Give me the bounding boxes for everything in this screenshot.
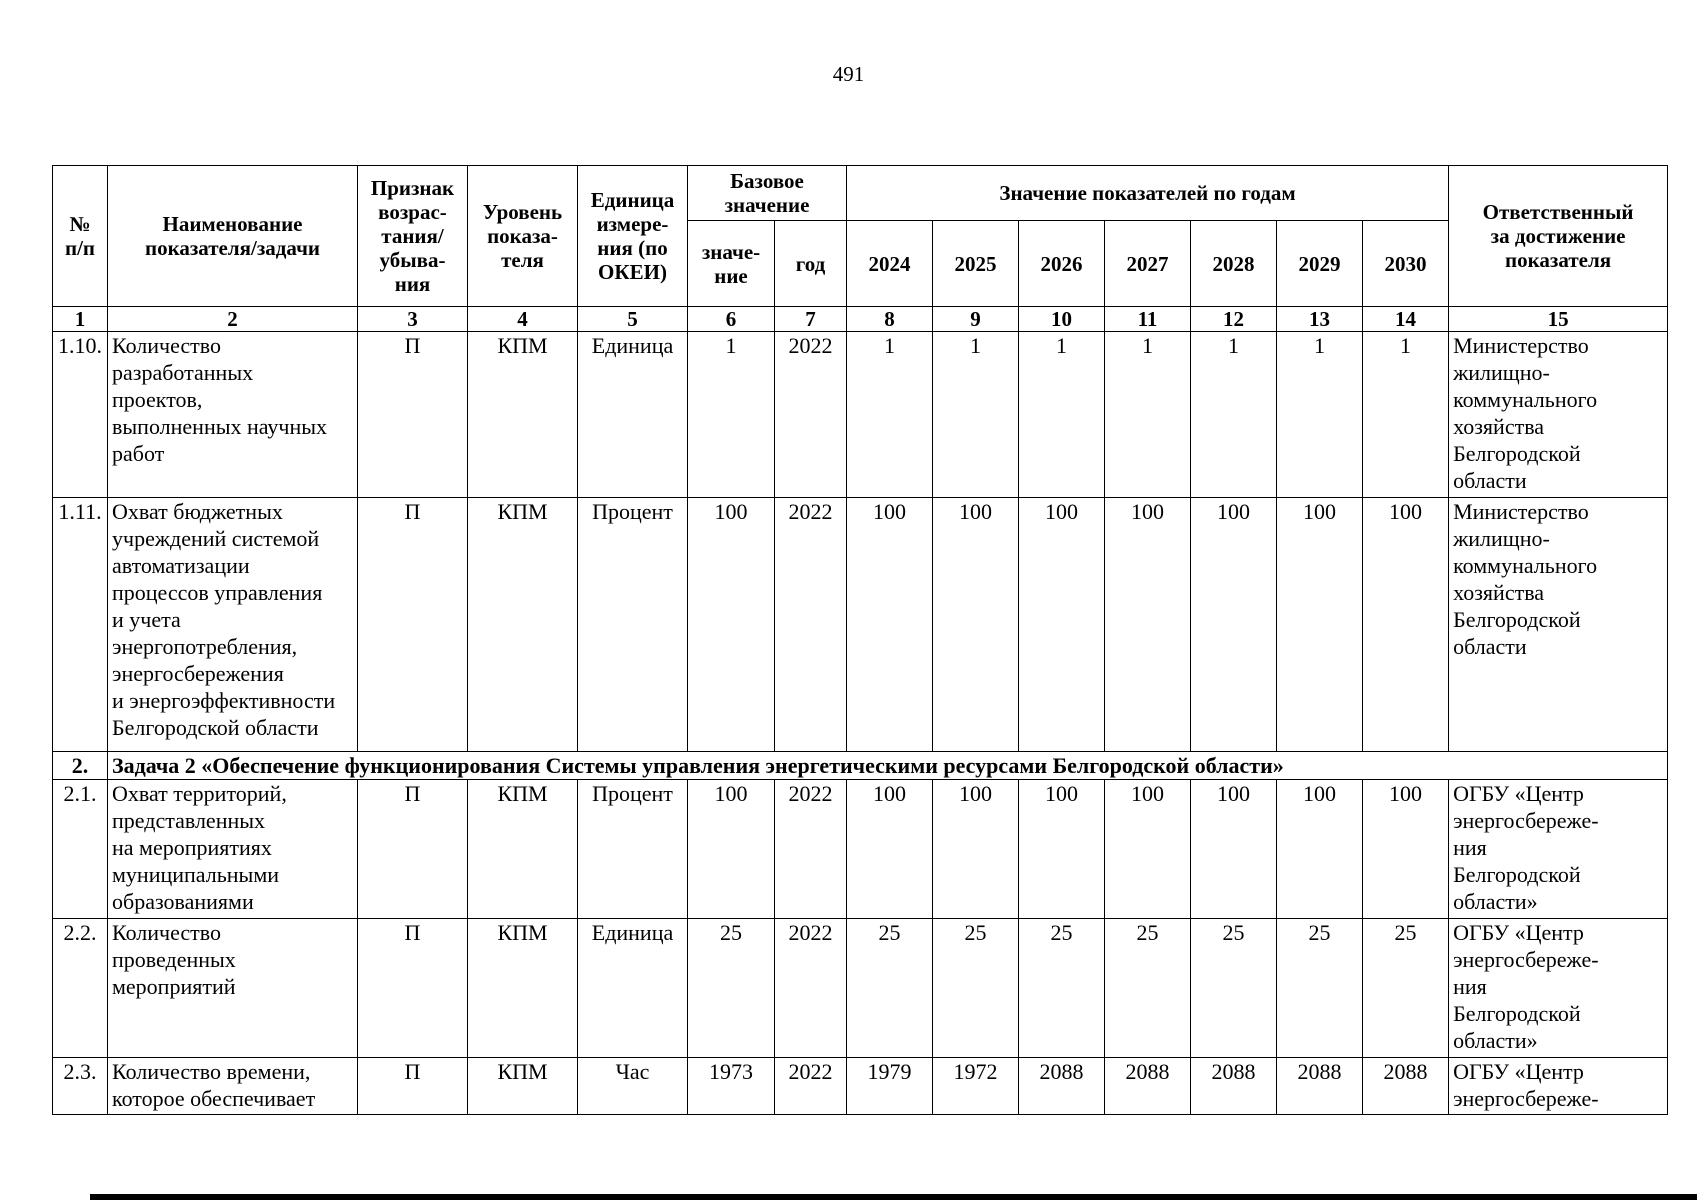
row-name: Количество проведенных мероприятий <box>108 919 358 1058</box>
row-unit: Единица <box>578 332 688 498</box>
header-year-2026: 2026 <box>1019 221 1105 307</box>
task-num: 2. <box>53 752 108 780</box>
row-value-2026: 2088 <box>1019 1058 1105 1115</box>
row-base-value: 100 <box>688 498 775 752</box>
row-value-2027: 100 <box>1105 498 1191 752</box>
row-base-year: 2022 <box>775 919 847 1058</box>
header-name: Наименование показателя/задачи <box>108 166 358 307</box>
row-value-2028: 1 <box>1191 332 1277 498</box>
row-sign: П <box>358 1058 468 1115</box>
table-row <box>53 919 1668 1058</box>
column-number: 7 <box>775 307 847 332</box>
row-value-2030: 100 <box>1363 780 1449 919</box>
row-num: 2.1. <box>53 780 108 919</box>
row-sign: П <box>358 919 468 1058</box>
column-number: 11 <box>1105 307 1191 332</box>
row-value-2024: 1 <box>847 332 933 498</box>
column-number: 1 <box>53 307 108 332</box>
row-level: КПМ <box>468 1058 578 1115</box>
table-body <box>53 332 1668 1115</box>
column-number: 4 <box>468 307 578 332</box>
row-value-2026: 25 <box>1019 919 1105 1058</box>
row-value-2028: 2088 <box>1191 1058 1277 1115</box>
row-sign: П <box>358 332 468 498</box>
row-value-2024: 25 <box>847 919 933 1058</box>
row-value-2029: 2088 <box>1277 1058 1363 1115</box>
row-level: КПМ <box>468 332 578 498</box>
row-responsible: ОГБУ «Центр энергосбереже- <box>1449 1058 1668 1115</box>
row-value-2024: 1979 <box>847 1058 933 1115</box>
header-years-group: Значение показателей по годам <box>847 166 1449 221</box>
row-base-value: 1 <box>688 332 775 498</box>
row-value-2027: 1 <box>1105 332 1191 498</box>
header-num: № п/п <box>53 166 108 307</box>
table-row <box>53 780 1668 919</box>
row-value-2030: 100 <box>1363 498 1449 752</box>
row-base-year: 2022 <box>775 498 847 752</box>
header-year-2029: 2029 <box>1277 221 1363 307</box>
column-number: 12 <box>1191 307 1277 332</box>
header-sign: Признак возрас- тания/ убыва- ния <box>358 166 468 307</box>
column-number: 2 <box>108 307 358 332</box>
table-row <box>53 1058 1668 1115</box>
column-number: 9 <box>933 307 1019 332</box>
row-value-2026: 100 <box>1019 498 1105 752</box>
row-value-2027: 100 <box>1105 780 1191 919</box>
row-value-2029: 1 <box>1277 332 1363 498</box>
header-base-year: год <box>775 221 847 307</box>
row-base-year: 2022 <box>775 332 847 498</box>
column-number: 3 <box>358 307 468 332</box>
task-title: Задача 2 «Обеспечение функционирования Системы управления энергетическими ресурсами Белгородской области» <box>108 752 1668 780</box>
header-level: Уровень показа- теля <box>468 166 578 307</box>
indicators-table <box>52 165 1668 1115</box>
row-value-2025: 100 <box>933 780 1019 919</box>
row-value-2030: 1 <box>1363 332 1449 498</box>
row-value-2026: 100 <box>1019 780 1105 919</box>
row-value-2026: 1 <box>1019 332 1105 498</box>
row-base-value: 25 <box>688 919 775 1058</box>
column-number: 5 <box>578 307 688 332</box>
column-number: 6 <box>688 307 775 332</box>
row-responsible: Министерство жилищно- коммунального хозяйства Белгородской области <box>1449 332 1668 498</box>
header-base-value: значе- ние <box>688 221 775 307</box>
row-value-2029: 25 <box>1277 919 1363 1058</box>
row-unit: Час <box>578 1058 688 1115</box>
column-number: 13 <box>1277 307 1363 332</box>
row-value-2029: 100 <box>1277 498 1363 752</box>
row-unit: Процент <box>578 780 688 919</box>
header-base: Базовое значение <box>688 166 847 221</box>
header-year-2024: 2024 <box>847 221 933 307</box>
row-unit: Единица <box>578 919 688 1058</box>
scan-bottom-edge <box>90 1194 1697 1200</box>
row-value-2028: 100 <box>1191 498 1277 752</box>
row-value-2028: 25 <box>1191 919 1277 1058</box>
row-num: 2.2. <box>53 919 108 1058</box>
column-number: 14 <box>1363 307 1449 332</box>
row-sign: П <box>358 780 468 919</box>
row-value-2025: 100 <box>933 498 1019 752</box>
column-number: 8 <box>847 307 933 332</box>
column-numbers-row <box>53 307 1668 332</box>
row-unit: Процент <box>578 498 688 752</box>
row-level: КПМ <box>468 498 578 752</box>
row-base-year: 2022 <box>775 1058 847 1115</box>
header-year-2025: 2025 <box>933 221 1019 307</box>
row-value-2025: 1 <box>933 332 1019 498</box>
table-row <box>53 332 1668 498</box>
row-value-2027: 2088 <box>1105 1058 1191 1115</box>
row-value-2028: 100 <box>1191 780 1277 919</box>
row-value-2029: 100 <box>1277 780 1363 919</box>
header-year-2030: 2030 <box>1363 221 1449 307</box>
row-value-2030: 2088 <box>1363 1058 1449 1115</box>
row-level: КПМ <box>468 919 578 1058</box>
task-row <box>53 752 1668 780</box>
row-name: Охват территорий, представленных на мероприятиях муниципальными образованиями <box>108 780 358 919</box>
row-name: Количество времени, которое обеспечивает <box>108 1058 358 1115</box>
table-header <box>53 166 1668 332</box>
row-level: КПМ <box>468 780 578 919</box>
header-year-2027: 2027 <box>1105 221 1191 307</box>
row-value-2027: 25 <box>1105 919 1191 1058</box>
header-responsible: Ответственный за достижение показателя <box>1449 166 1668 307</box>
column-number: 15 <box>1449 307 1668 332</box>
page-number: 491 <box>832 62 865 86</box>
row-num: 1.11. <box>53 498 108 752</box>
row-base-value: 1973 <box>688 1058 775 1115</box>
row-value-2025: 1972 <box>933 1058 1019 1115</box>
row-name: Охват бюджетных учреждений системой автоматизации процессов управления и учета энергопотребления, энергосбережения и энергоэффективности Белгородской области <box>108 498 358 752</box>
header-year-2028: 2028 <box>1191 221 1277 307</box>
row-responsible: ОГБУ «Центр энергосбереже- ния Белгородской области» <box>1449 780 1668 919</box>
row-num: 1.10. <box>53 332 108 498</box>
header-unit: Единица измере- ния (по ОКЕИ) <box>578 166 688 307</box>
row-value-2024: 100 <box>847 498 933 752</box>
row-sign: П <box>358 498 468 752</box>
row-num: 2.3. <box>53 1058 108 1115</box>
row-base-year: 2022 <box>775 780 847 919</box>
table-row <box>53 498 1668 752</box>
row-value-2025: 25 <box>933 919 1019 1058</box>
row-responsible: Министерство жилищно- коммунального хозяйства Белгородской области <box>1449 498 1668 752</box>
row-value-2024: 100 <box>847 780 933 919</box>
row-base-value: 100 <box>688 780 775 919</box>
row-name: Количество разработанных проектов, выполненных научных работ <box>108 332 358 498</box>
row-value-2030: 25 <box>1363 919 1449 1058</box>
row-responsible: ОГБУ «Центр энергосбереже- ния Белгородской области» <box>1449 919 1668 1058</box>
column-number: 10 <box>1019 307 1105 332</box>
